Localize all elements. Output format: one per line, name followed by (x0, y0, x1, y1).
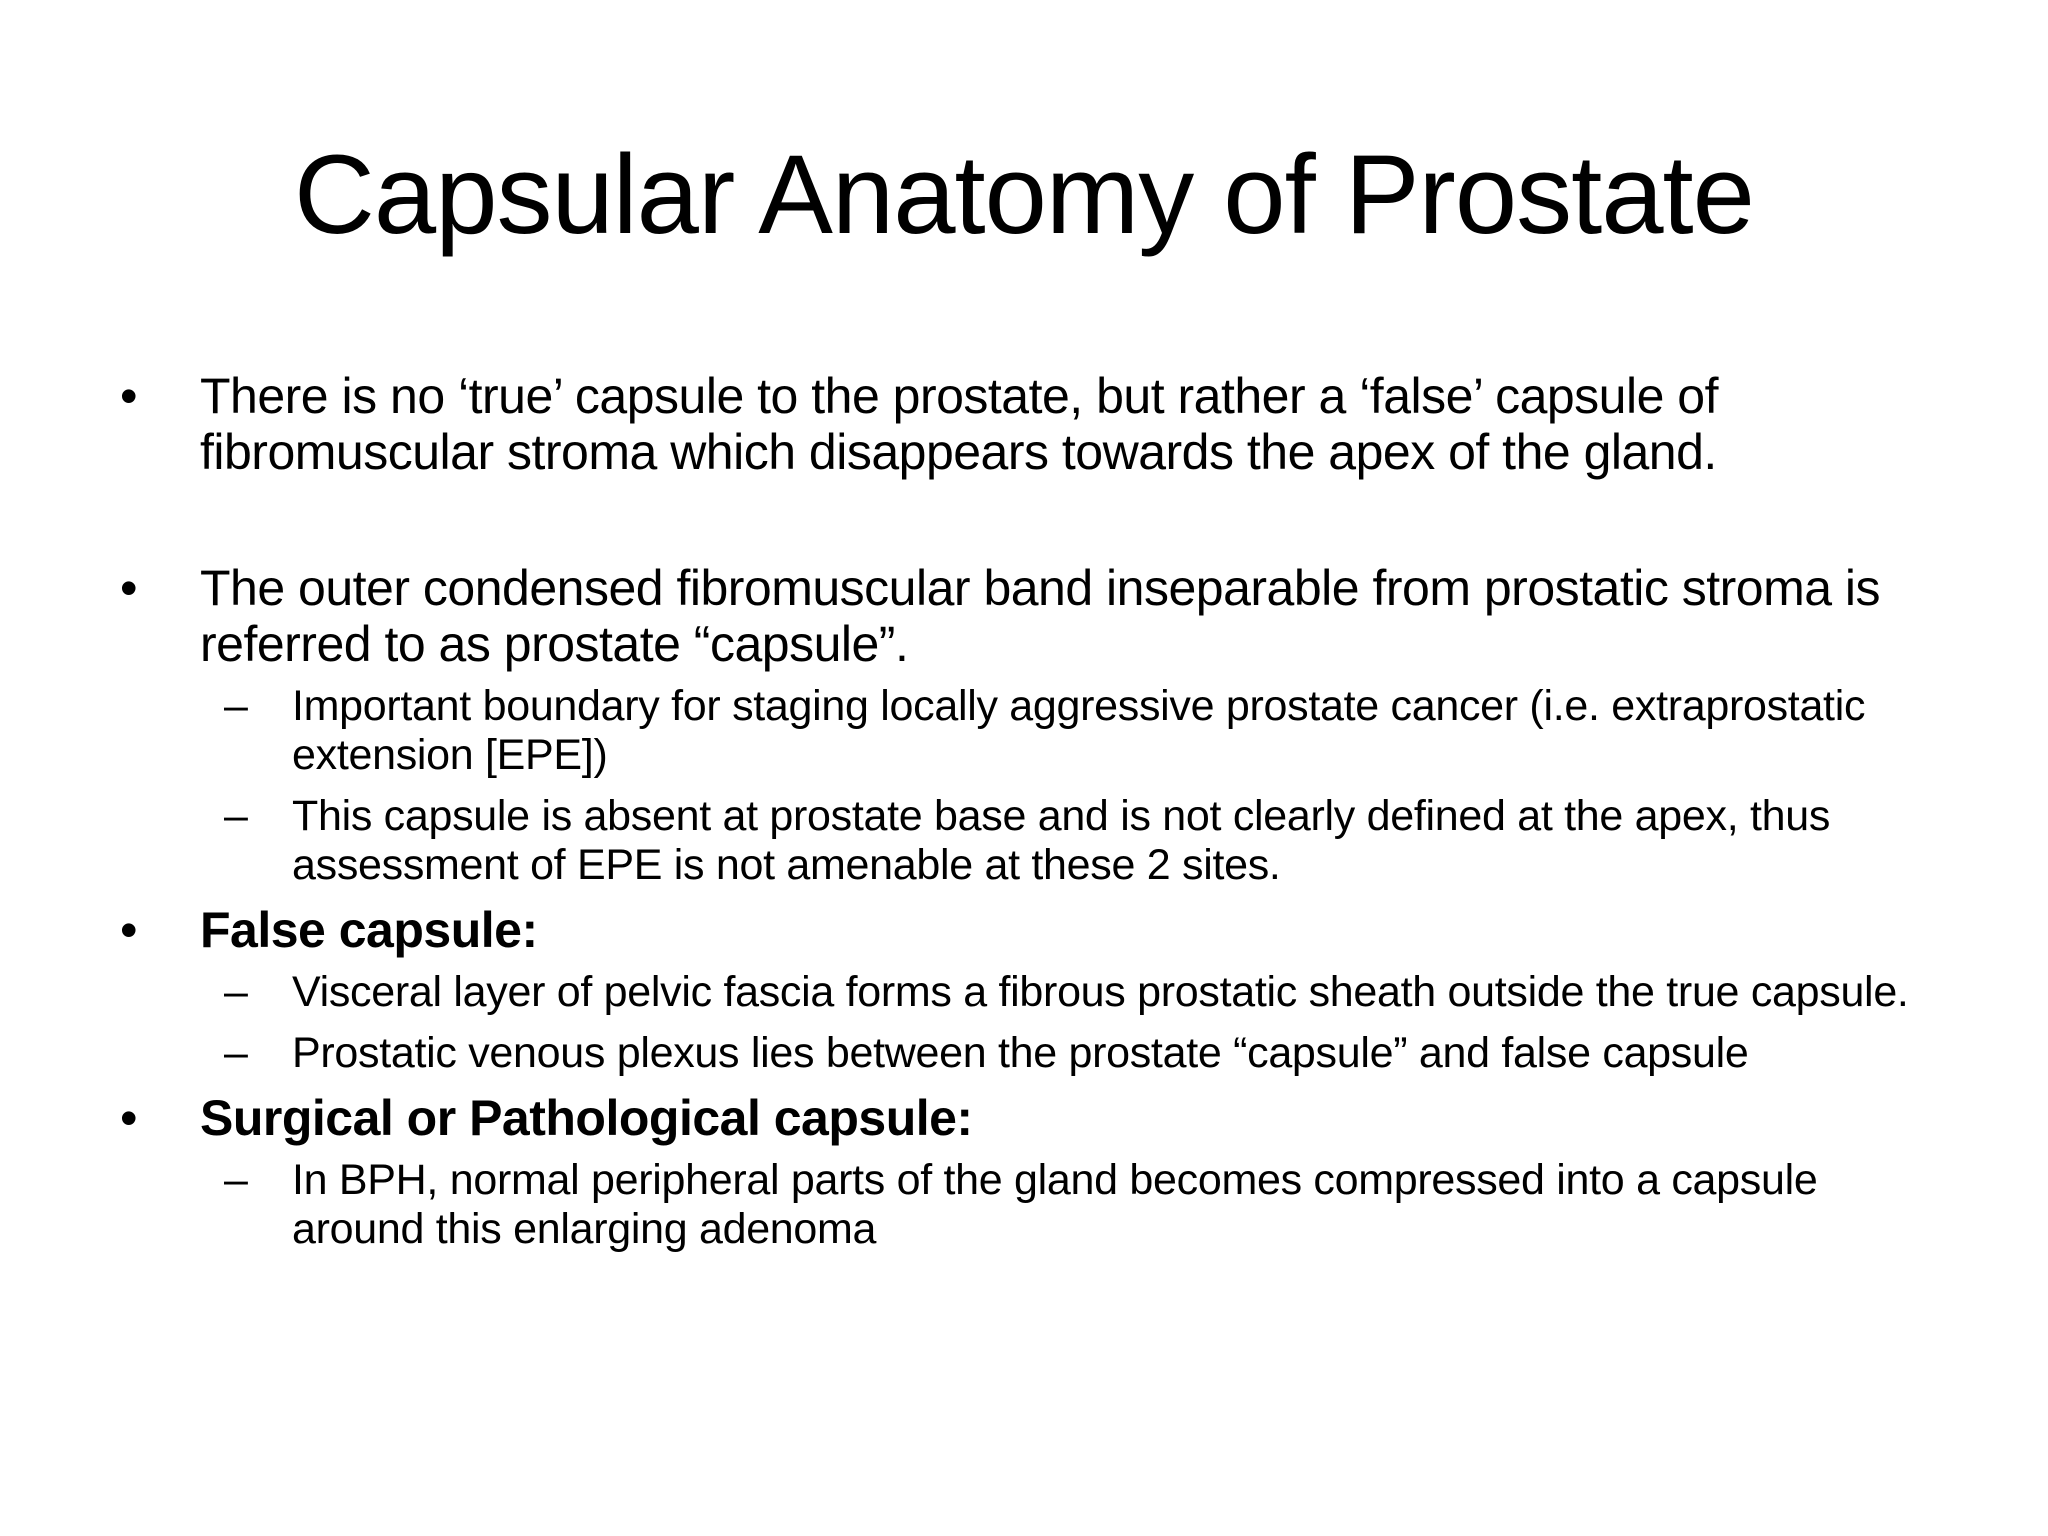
sub-bullet-text: In BPH, normal peripheral parts of the gland becomes compressed into a capsule around this enlarging adenoma (292, 1156, 1818, 1253)
dash-icon: – (224, 682, 248, 730)
sub-bullet-item (120, 968, 1940, 1017)
bullet-item (120, 902, 1940, 958)
sub-bullet-text: Important boundary for staging locally aggressive prostate cancer (i.e. extraprostatic extension [EPE]) (292, 682, 1866, 779)
bullet-dot-icon: • (120, 368, 138, 424)
sub-bullet-text: Visceral layer of pelvic fascia forms a fibrous prostatic sheath outside the true capsule. (292, 968, 1909, 1016)
bullet-dot-icon: • (120, 560, 138, 616)
sub-bullet-item (120, 682, 1940, 780)
bullet-dot-icon: • (120, 902, 138, 958)
bullet-text: There is no ‘true’ capsule to the prostate, but rather a ‘false’ capsule of fibromuscular stroma which disappears towards the apex of the gland. (200, 368, 1718, 480)
bullet-item (120, 368, 1940, 480)
slide-title: Capsular Anatomy of Prostate (294, 132, 1754, 257)
bullet-item (120, 560, 1940, 672)
sub-bullet-text: This capsule is absent at prostate base and is not clearly defined at the apex, thus assessment of EPE is not amenable at these 2 sites. (292, 792, 1831, 889)
bullet-heading: False capsule: (200, 902, 538, 958)
bullet-text: The outer condensed fibromuscular band inseparable from prostatic stroma is referred to as prostate “capsule”. (200, 560, 1881, 672)
sub-bullet-item (120, 792, 1940, 890)
dash-icon: – (224, 1029, 248, 1077)
sub-bullet-text: Prostatic venous plexus lies between the prostate “capsule” and false capsule (292, 1029, 1749, 1077)
sub-bullet-item (120, 1029, 1940, 1078)
dash-icon: – (224, 968, 248, 1016)
dash-icon: – (224, 792, 248, 840)
bullet-heading: Surgical or Pathological capsule: (200, 1090, 973, 1146)
dash-icon: – (224, 1156, 248, 1204)
bullet-item (120, 1090, 1940, 1146)
bullet-dot-icon: • (120, 1090, 138, 1146)
sub-bullet-item (120, 1156, 1940, 1254)
slide-body (120, 368, 1940, 1254)
